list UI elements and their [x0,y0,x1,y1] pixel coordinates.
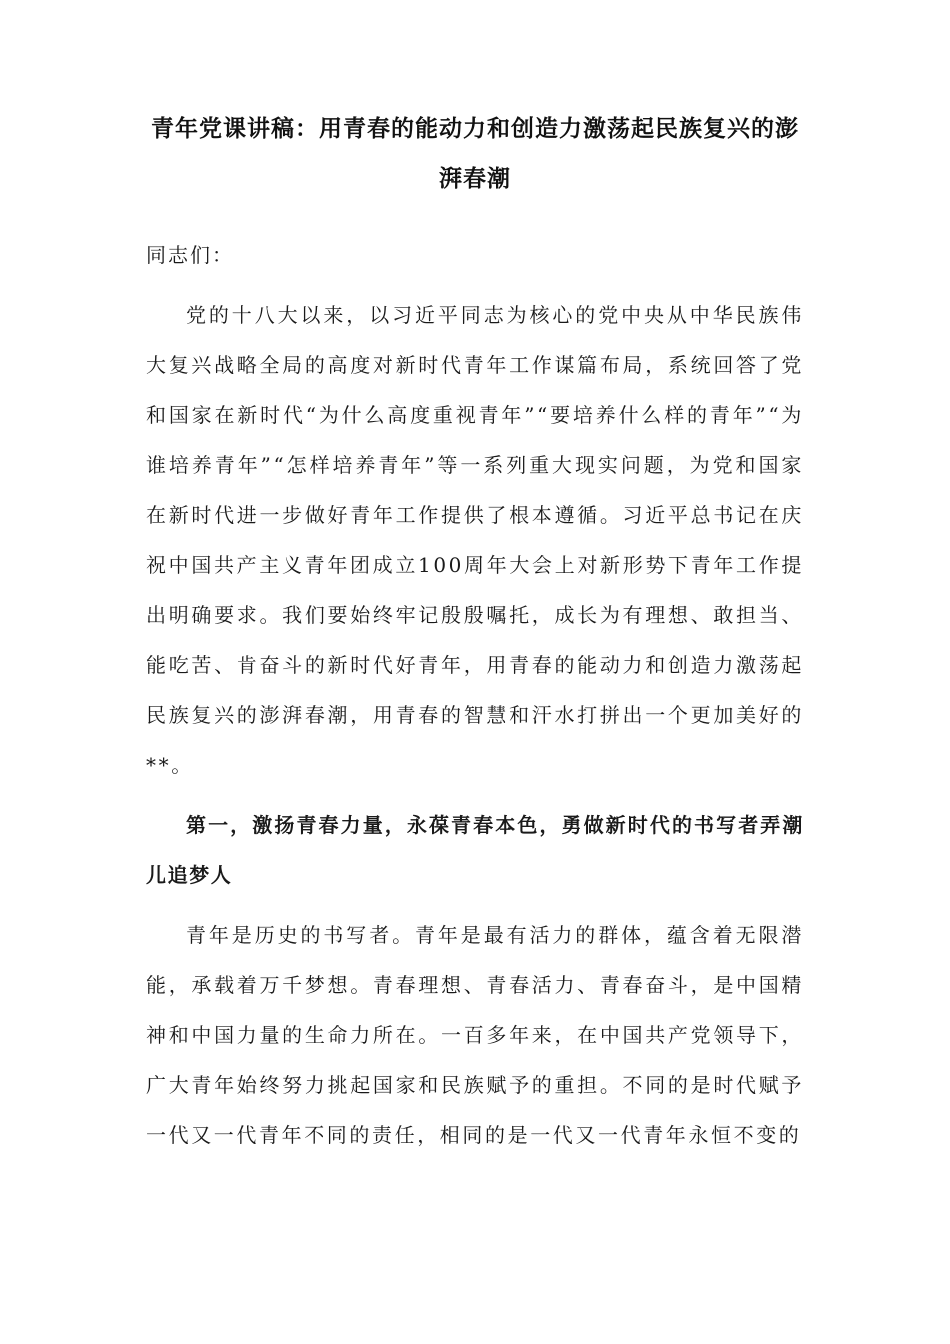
document-title: 青年党课讲稿：用青春的能动力和创造力激荡起民族复兴的澎湃春潮 [151,115,799,192]
intro-paragraph: 党的十八大以来，以习近平同志为核心的党中央从中华民族伟大复兴战略全局的高度对新时代青年工作谋篇布局，系统回答了党和国家在新时代“为什么高度重视青年”“要培养什么样的青年”“为谁培养青年”“怎样培养青年”等一系列重大现实问题，为党和国家在新时代进一步做好青年工作提供了根本遵循。习近平总书记在庆祝中国共产主义青年团成立100周年大会上对新形势下青年工作提出明确要求。我们要始终牢记殷殷嘱托，成长为有理想、敢担当、能吃苦、肯奋斗的新时代好青年，用青春的能动力和创造力激荡起民族复兴的澎湃春潮，用青春的智慧和汗水打拼出一个更加美好的**。 [146,303,804,777]
section-paragraph: 青年是历史的书写者。青年是最有活力的群体，蕴含着无限潜能，承载着万千梦想。青春理想、青春活力、青春奋斗，是中国精神和中国力量的生命力所在。一百多年来，在中国共产党领导下，广大青年始终努力挑起国家和民族赋予的重担。不同的是时代赋予一代又一代青年不同的责任，相同的是一代又一代青年永恒不变的 [146,923,804,1147]
section-heading: 第一，激扬青春力量，永葆青春本色，勇做新时代的书写者弄潮儿追梦人 [146,813,804,887]
document-body [146,104,804,1160]
greeting: 同志们： [146,243,234,267]
